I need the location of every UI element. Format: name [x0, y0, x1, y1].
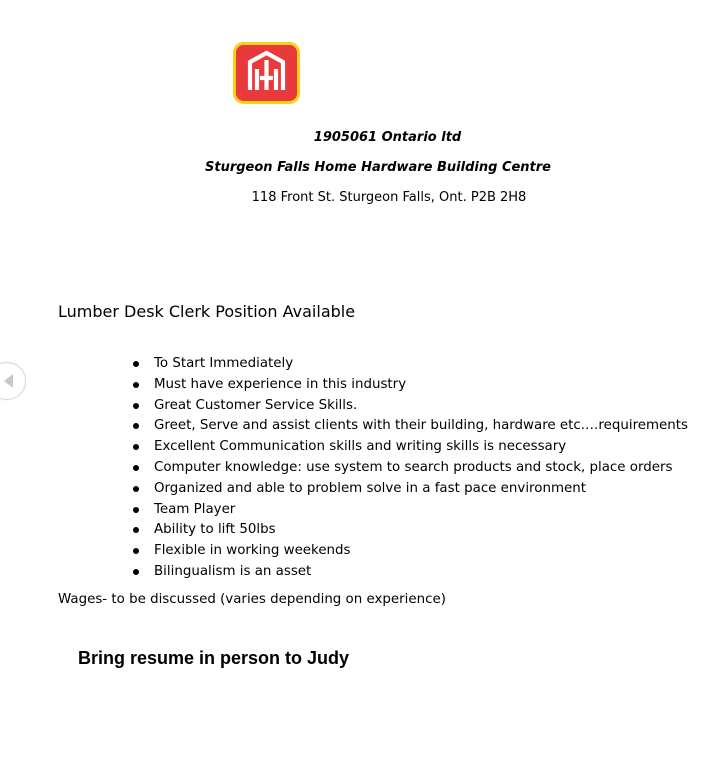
position-title: Lumber Desk Clerk Position Available	[58, 302, 356, 321]
chevron-left-icon	[4, 374, 13, 388]
list-item: Ability to lift 50lbs	[154, 520, 688, 541]
list-item: Great Customer Service Skills.	[154, 396, 688, 417]
requirements-list	[154, 354, 688, 583]
home-hardware-logo-icon	[233, 42, 300, 104]
list-item: Flexible in working weekends	[154, 541, 688, 562]
previous-page-button[interactable]	[0, 362, 26, 400]
list-item: To Start Immediately	[154, 354, 688, 375]
call-to-action: Bring resume in person to Judy	[78, 648, 350, 668]
list-item: Must have experience in this industry	[154, 375, 688, 396]
list-item: Greet, Serve and assist clients with their building, hardware etc.…requirements	[154, 416, 688, 437]
list-item: Organized and able to problem solve in a fast pace environment	[154, 479, 688, 500]
wages-note: Wages- to be discussed (varies depending on experience)	[58, 592, 446, 607]
store-name: Sturgeon Falls Home Hardware Building Centre	[205, 160, 551, 175]
list-item: Computer knowledge: use system to search products and stock, place orders	[154, 458, 688, 479]
company-name: 1905061 Ontario ltd	[313, 130, 462, 145]
list-item: Team Player	[154, 500, 688, 521]
list-item: Bilingualism is an asset	[154, 562, 688, 583]
store-address: 118 Front St. Sturgeon Falls, Ont. P2B 2H8	[251, 190, 527, 205]
list-item: Excellent Communication skills and writing skills is necessary	[154, 437, 688, 458]
